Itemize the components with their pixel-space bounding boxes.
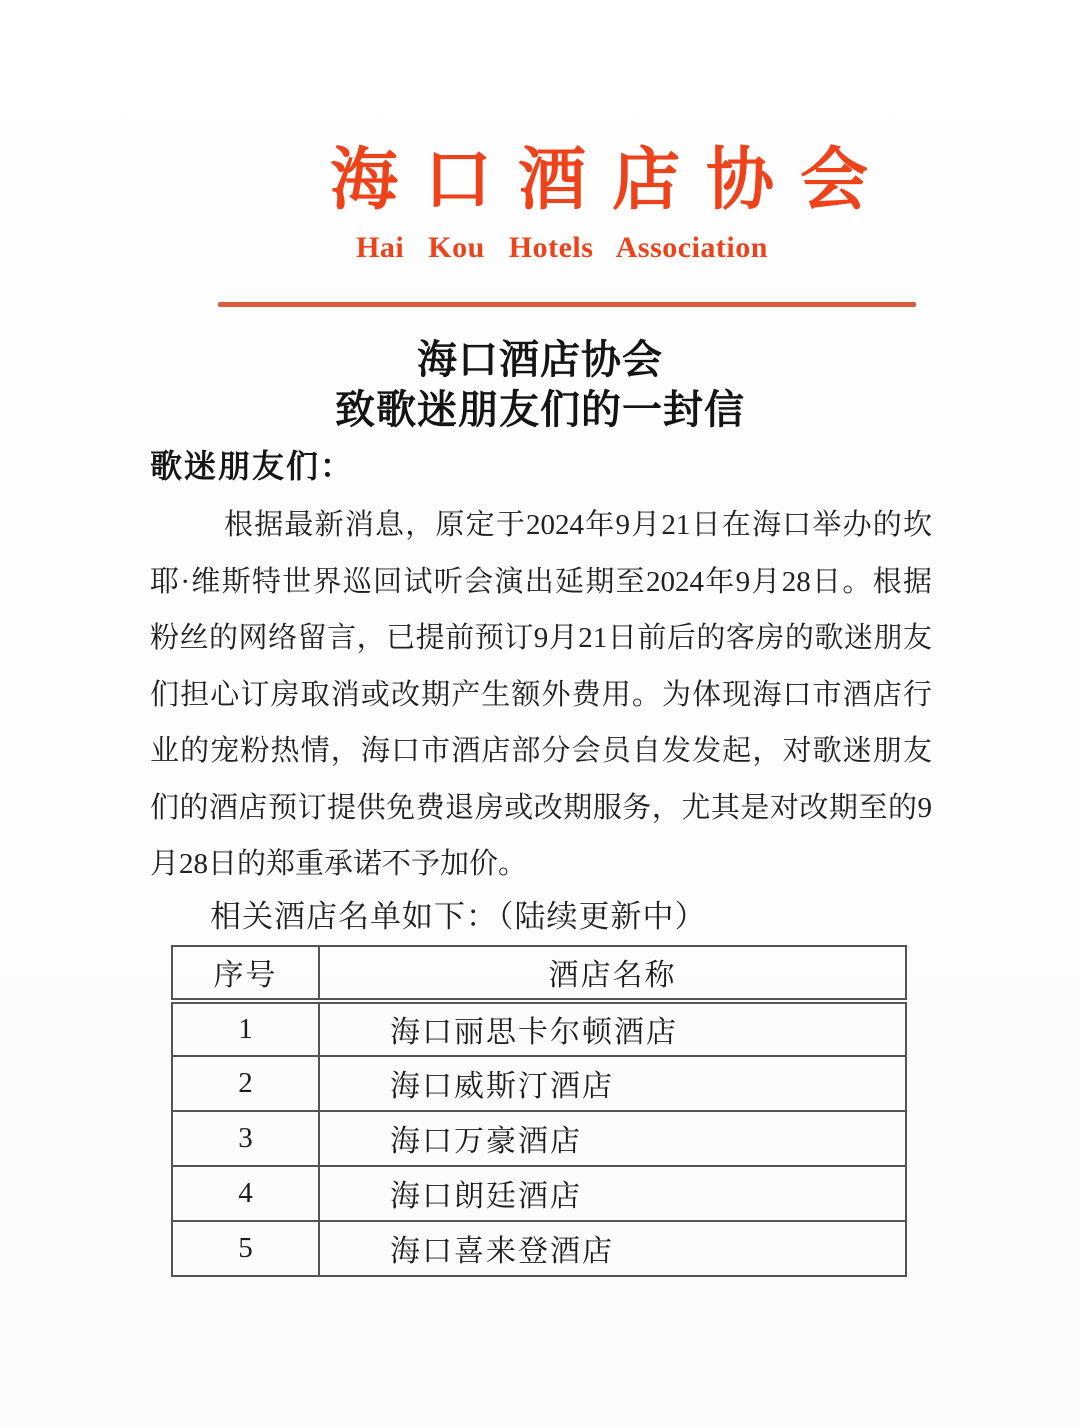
table-row: [172, 1056, 906, 1111]
hotel-name: 海口万豪酒店: [319, 1111, 906, 1166]
hotel-table: [171, 945, 907, 1277]
org-title-chinese: 海口酒店协会: [329, 142, 894, 218]
letter-body: [0, 445, 1080, 1277]
row-number: 3: [172, 1111, 319, 1166]
letter-title: [0, 335, 1080, 435]
org-title-english: Hai Kou Hotels Association: [356, 231, 768, 264]
column-header-hotel-name: 酒店名称: [319, 946, 906, 1001]
hotel-name: 海口朗廷酒店: [319, 1166, 906, 1221]
hotel-name: 海口喜来登酒店: [319, 1221, 906, 1276]
row-number: 5: [172, 1221, 319, 1276]
body-paragraph: [150, 497, 932, 893]
body-line: 们担心订房取消或改期产生额外费用。为体现海口市酒店行: [150, 678, 932, 711]
table-row: [172, 1221, 906, 1276]
column-header-number: 序号: [172, 946, 319, 1001]
body-line: 耶·维斯特世界巡回试听会演出延期至2024年9月28日。根据: [150, 565, 932, 598]
letter-title-line2: 致歌迷朋友们的一封信: [335, 388, 745, 432]
body-line: 粉丝的网络留言，已提前预订9月21日前后的客房的歌迷朋友: [150, 622, 932, 654]
letter-title-line1: 海口酒店协会: [417, 338, 663, 382]
hotel-name: 海口丽思卡尔顿酒店: [319, 1001, 906, 1056]
table-row: [172, 1166, 906, 1221]
table-header-row: [172, 946, 906, 1001]
row-number: 4: [172, 1166, 319, 1221]
body-line: 根据最新消息，原定于2024年9月21日在海口举办的坎: [224, 509, 932, 541]
table-row: [172, 1111, 906, 1166]
body-line: 业的宠粉热情，海口市酒店部分会员自发发起，对歌迷朋友: [150, 735, 932, 767]
body-line: 们的酒店预订提供免费退房或改期服务，尤其是对改期至的9: [150, 791, 932, 824]
row-number: 2: [172, 1056, 319, 1111]
salutation: 歌迷朋友们：: [150, 448, 355, 484]
row-number: 1: [172, 1001, 319, 1056]
hotel-list-intro: 相关酒店名单如下：（陆续更新中）: [210, 898, 707, 934]
table-row: [172, 1001, 906, 1056]
letterhead: [0, 0, 1080, 307]
letterhead-divider: [218, 302, 916, 307]
hotel-name: 海口威斯汀酒店: [319, 1056, 906, 1111]
body-line: 月28日的郑重承诺不予加价。: [150, 848, 528, 880]
